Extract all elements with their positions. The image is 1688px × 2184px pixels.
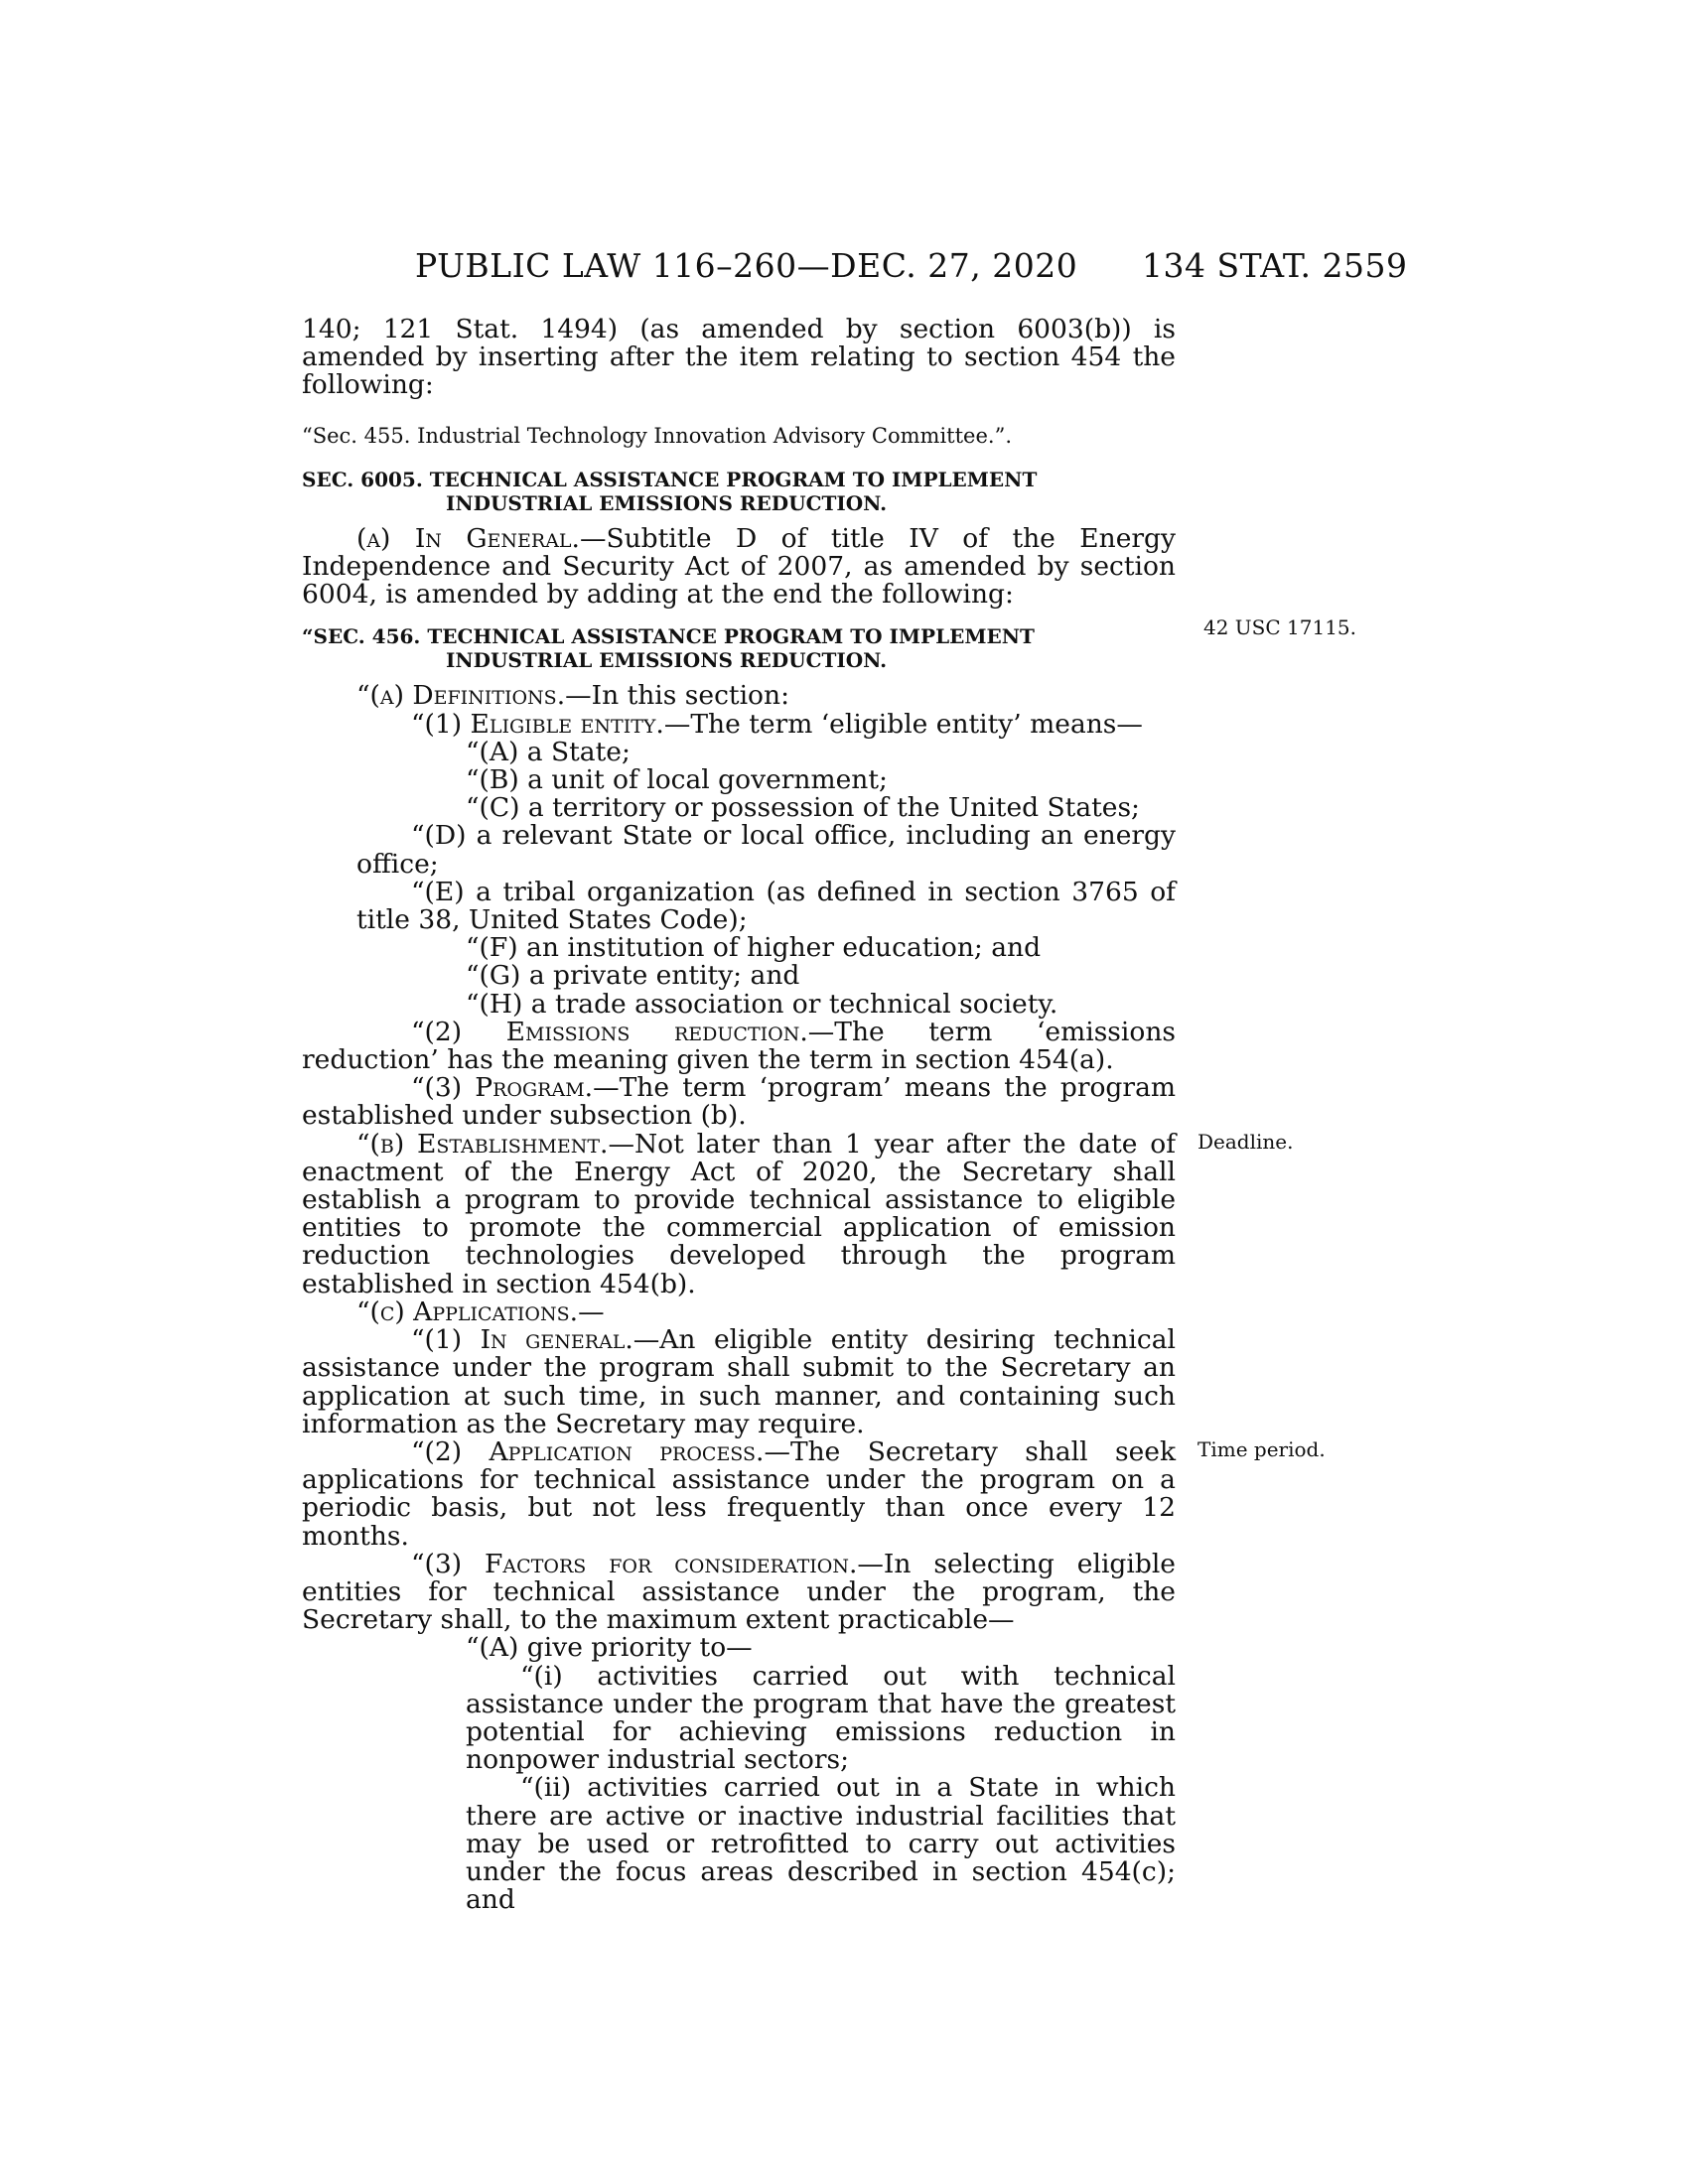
definitions-text: —In this section:	[565, 680, 789, 712]
section-456-heading: “SEC. 456. TECHNICAL ASSISTANCE PROGRAM TO IMPLEMENT INDUSTRIAL EMISSIONS REDUCTION.	[302, 624, 1035, 673]
factor-A-i: “(i) activities carried out with technical assistance under the program that have the greatest potential for achieving emissions reduction in nonpower industrial sectors;	[466, 1660, 1176, 1776]
subsection-b-establishment	[302, 1128, 1176, 1299]
definition-3-label: “(3) Program.	[411, 1072, 594, 1104]
margin-note-usc: 42 USC 17115.	[1203, 615, 1357, 639]
list-item-B: “(B) a unit of local government;	[466, 764, 888, 796]
definition-1-label: “(1) Eligible entity.	[411, 708, 664, 740]
list-item-A: “(A) a State;	[466, 736, 631, 767]
definition-2	[302, 1016, 1177, 1076]
definition-1	[302, 708, 1176, 740]
toc-item: “Sec. 455. Industrial Technology Innovation Advisory Committee.”.	[302, 423, 1012, 448]
applications-3-text: —In selecting eligible entities for technical assistance under the program, the Secretary shall, to the maximum extent practicable—	[302, 1548, 1176, 1636]
intro-paragraph: 140; 121 Stat. 1494) (as amended by section 6003(b)) is amended by inserting after the item relating to section 454 the following:	[302, 314, 1176, 401]
definition-2-text: —The term ‘emissions reduction’ has the meaning given the term in section 454(a).	[302, 1016, 1177, 1076]
list-item-C: “(C) a territory or possession of the United States;	[466, 792, 1140, 824]
applications-dash: —	[578, 1296, 605, 1327]
establishment-text: —Not later than 1 year after the date of enactment of the Energy Act of 2020, the Secretary shall establish a program to provide technical assistance to eligible entities to promote the commercial application of emission reduction technologies developed through the program established in section 454(b).	[302, 1128, 1176, 1299]
document-body	[302, 316, 1176, 1914]
list-item-G: “(G) a private entity; and	[466, 960, 800, 992]
definition-3-text: —The term ‘program’ means the program established under subsection (b).	[302, 1072, 1176, 1132]
factor-A-ii: “(ii) activities carried out in a State in which there are active or inactive industrial facilities that may be used or retrofitted to carry out activities under the focus areas described in section 454(c); and	[466, 1772, 1176, 1916]
subsection-a-label: (a) In General.	[356, 522, 580, 554]
applications-label: “(c) Applications.	[356, 1296, 579, 1327]
applications-2-label: “(2) Application process.	[411, 1435, 765, 1467]
page-number: 134 STAT. 2559	[1142, 246, 1408, 285]
subsection-a-text: —Subtitle D of title IV of the Energy Independence and Security Act of 2007, as amended by section 6004, is amended by adding at the end the following:	[302, 522, 1176, 611]
definition-1-text: —The term ‘eligible entity’ means—	[663, 708, 1143, 740]
margin-note-deadline: Deadline.	[1197, 1130, 1294, 1154]
list-item-E: “(E) a tribal organization (as defined in section 3765 of title 38, United States Code);	[356, 876, 1176, 936]
factor-A: “(A) give priority to—	[466, 1632, 753, 1664]
applications-2-text: —The Secretary shall seek applications for technical assistance under the program on a periodic basis, but not less frequently than once every 12 months.	[302, 1435, 1176, 1552]
subsection-c-applications	[302, 1298, 1176, 1326]
margin-note-time-period: Time period.	[1197, 1437, 1326, 1461]
applications-3	[302, 1548, 1176, 1636]
list-item-F: “(F) an institution of higher education; and	[466, 932, 1042, 964]
section-6005-heading: SEC. 6005. TECHNICAL ASSISTANCE PROGRAM TO IMPLEMENT INDUSTRIAL EMISSIONS REDUCTION.	[302, 467, 1038, 515]
subsection-a-general	[302, 522, 1176, 611]
applications-3-label: “(3) Factors for consideration.	[411, 1548, 858, 1579]
applications-1	[302, 1326, 1176, 1438]
applications-2	[302, 1435, 1176, 1552]
applications-1-text: —An eligible entity desiring technical assistance under the program shall submit to the Secretary an application at such time, in such manner, and containing such information as the Secretary may require.	[302, 1324, 1176, 1439]
definitions-label: “(a) Definitions.	[356, 680, 566, 712]
definition-2-label: “(2) Emissions reduction.	[411, 1016, 808, 1047]
list-item-D: “(D) a relevant State or local office, including an energy office;	[356, 820, 1176, 880]
list-item-H: “(H) a trade association or technical society.	[466, 988, 1058, 1020]
running-header-title: PUBLIC LAW 116–260—DEC. 27, 2020	[415, 246, 1078, 285]
definition-3	[302, 1074, 1176, 1130]
establishment-label: “(b) Establishment.	[356, 1128, 609, 1160]
definitions-paragraph	[302, 682, 1176, 710]
applications-1-label: “(1) In general.	[411, 1324, 633, 1356]
